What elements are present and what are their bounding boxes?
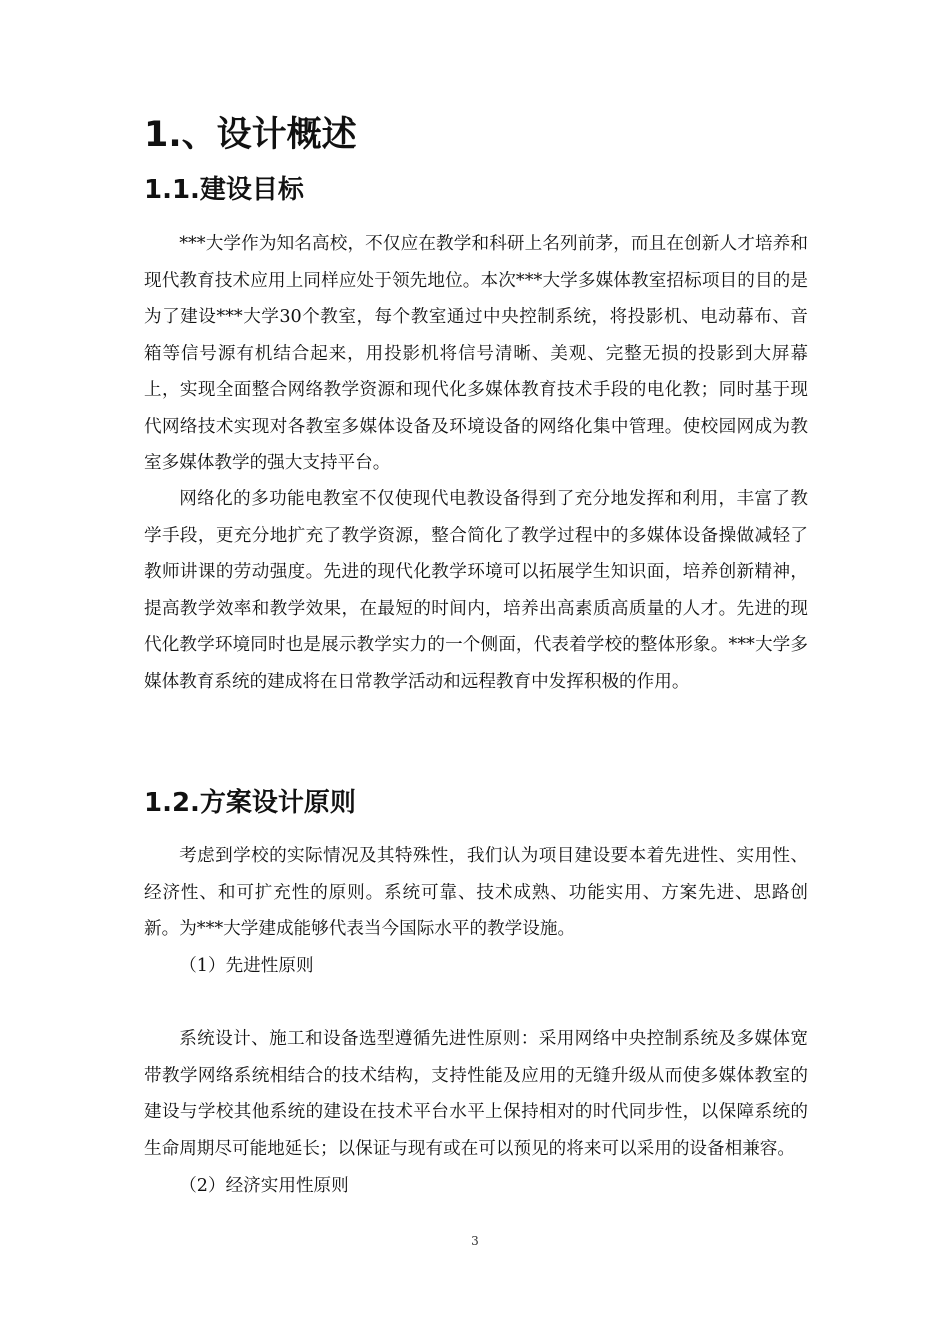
page-number: 3 [471,1234,479,1248]
paragraph: 系统设计、施工和设备选型遵循先进性原则：采用网络中央控制系统及多媒体宽带教学网络系统相结合的技术结构，支持性能及应用的无缝升级从而使多媒体教室的建设与学校其他系统的建设在技术平台水平上保持相对的时代同步性，以保障系统的生命周期尽可能地延长；以保证与现有或在可以预见的将来可以采用的设备相兼容。 [144,1029,808,1159]
paragraph: 考虑到学校的实际情况及其特殊性，我们认为项目建设要本着先进性、实用性、经济性、和可扩充性的原则。系统可靠、技术成熟、功能实用、方案先进、思路创新。为***大学建成能够代表当今国际水平的教学设施。 [144,846,808,939]
list-item-heading: （1）先进性原则 [179,956,314,976]
paragraph: 网络化的多功能电教室不仅使现代电教设备得到了充分地发挥和利用，丰富了教学手段，更充分地扩充了教学资源，整合简化了教学过程中的多媒体设备操做减轻了教师讲课的劳动强度。先进的现代化教学环境可以拓展学生知识面，培养创新精神，提高教学效率和教学效果，在最短的时间内，培养出高素质高质量的人才。先进的现代化教学环境同时也是展示教学实力的一个侧面，代表着学校的整体形象。***大学多媒体教育系统的建成将在日常教学活动和远程教育中发挥积极的作用。 [144,489,808,692]
paragraph: ***大学作为知名高校，不仅应在教学和科研上名列前茅，而且在创新人才培养和现代教育技术应用上同样应处于领先地位。本次***大学多媒体教室招标项目的目的是为了建设***大学30个教室，每个教室通过中央控制系统，将投影机、电动幕布、音箱等信号源有机结合起来，用投影机将信号清晰、美观、完整无损的投影到大屏幕上，实现全面整合网络教学资源和现代化多媒体教育技术手段的电化教；同时基于现代网络技术实现对各教室多媒体设备及环境设备的网络化集中管理。使校园网成为教室多媒体教学的强大支持平台。 [144,234,808,473]
subsection-heading-goals: 1.1.建设目标 [144,175,304,205]
section-heading: 1.、设计概述 [144,115,357,155]
list-item-heading: （2）经济实用性原则 [179,1176,349,1196]
subsection-heading-principles: 1.2.方案设计原则 [144,788,356,818]
